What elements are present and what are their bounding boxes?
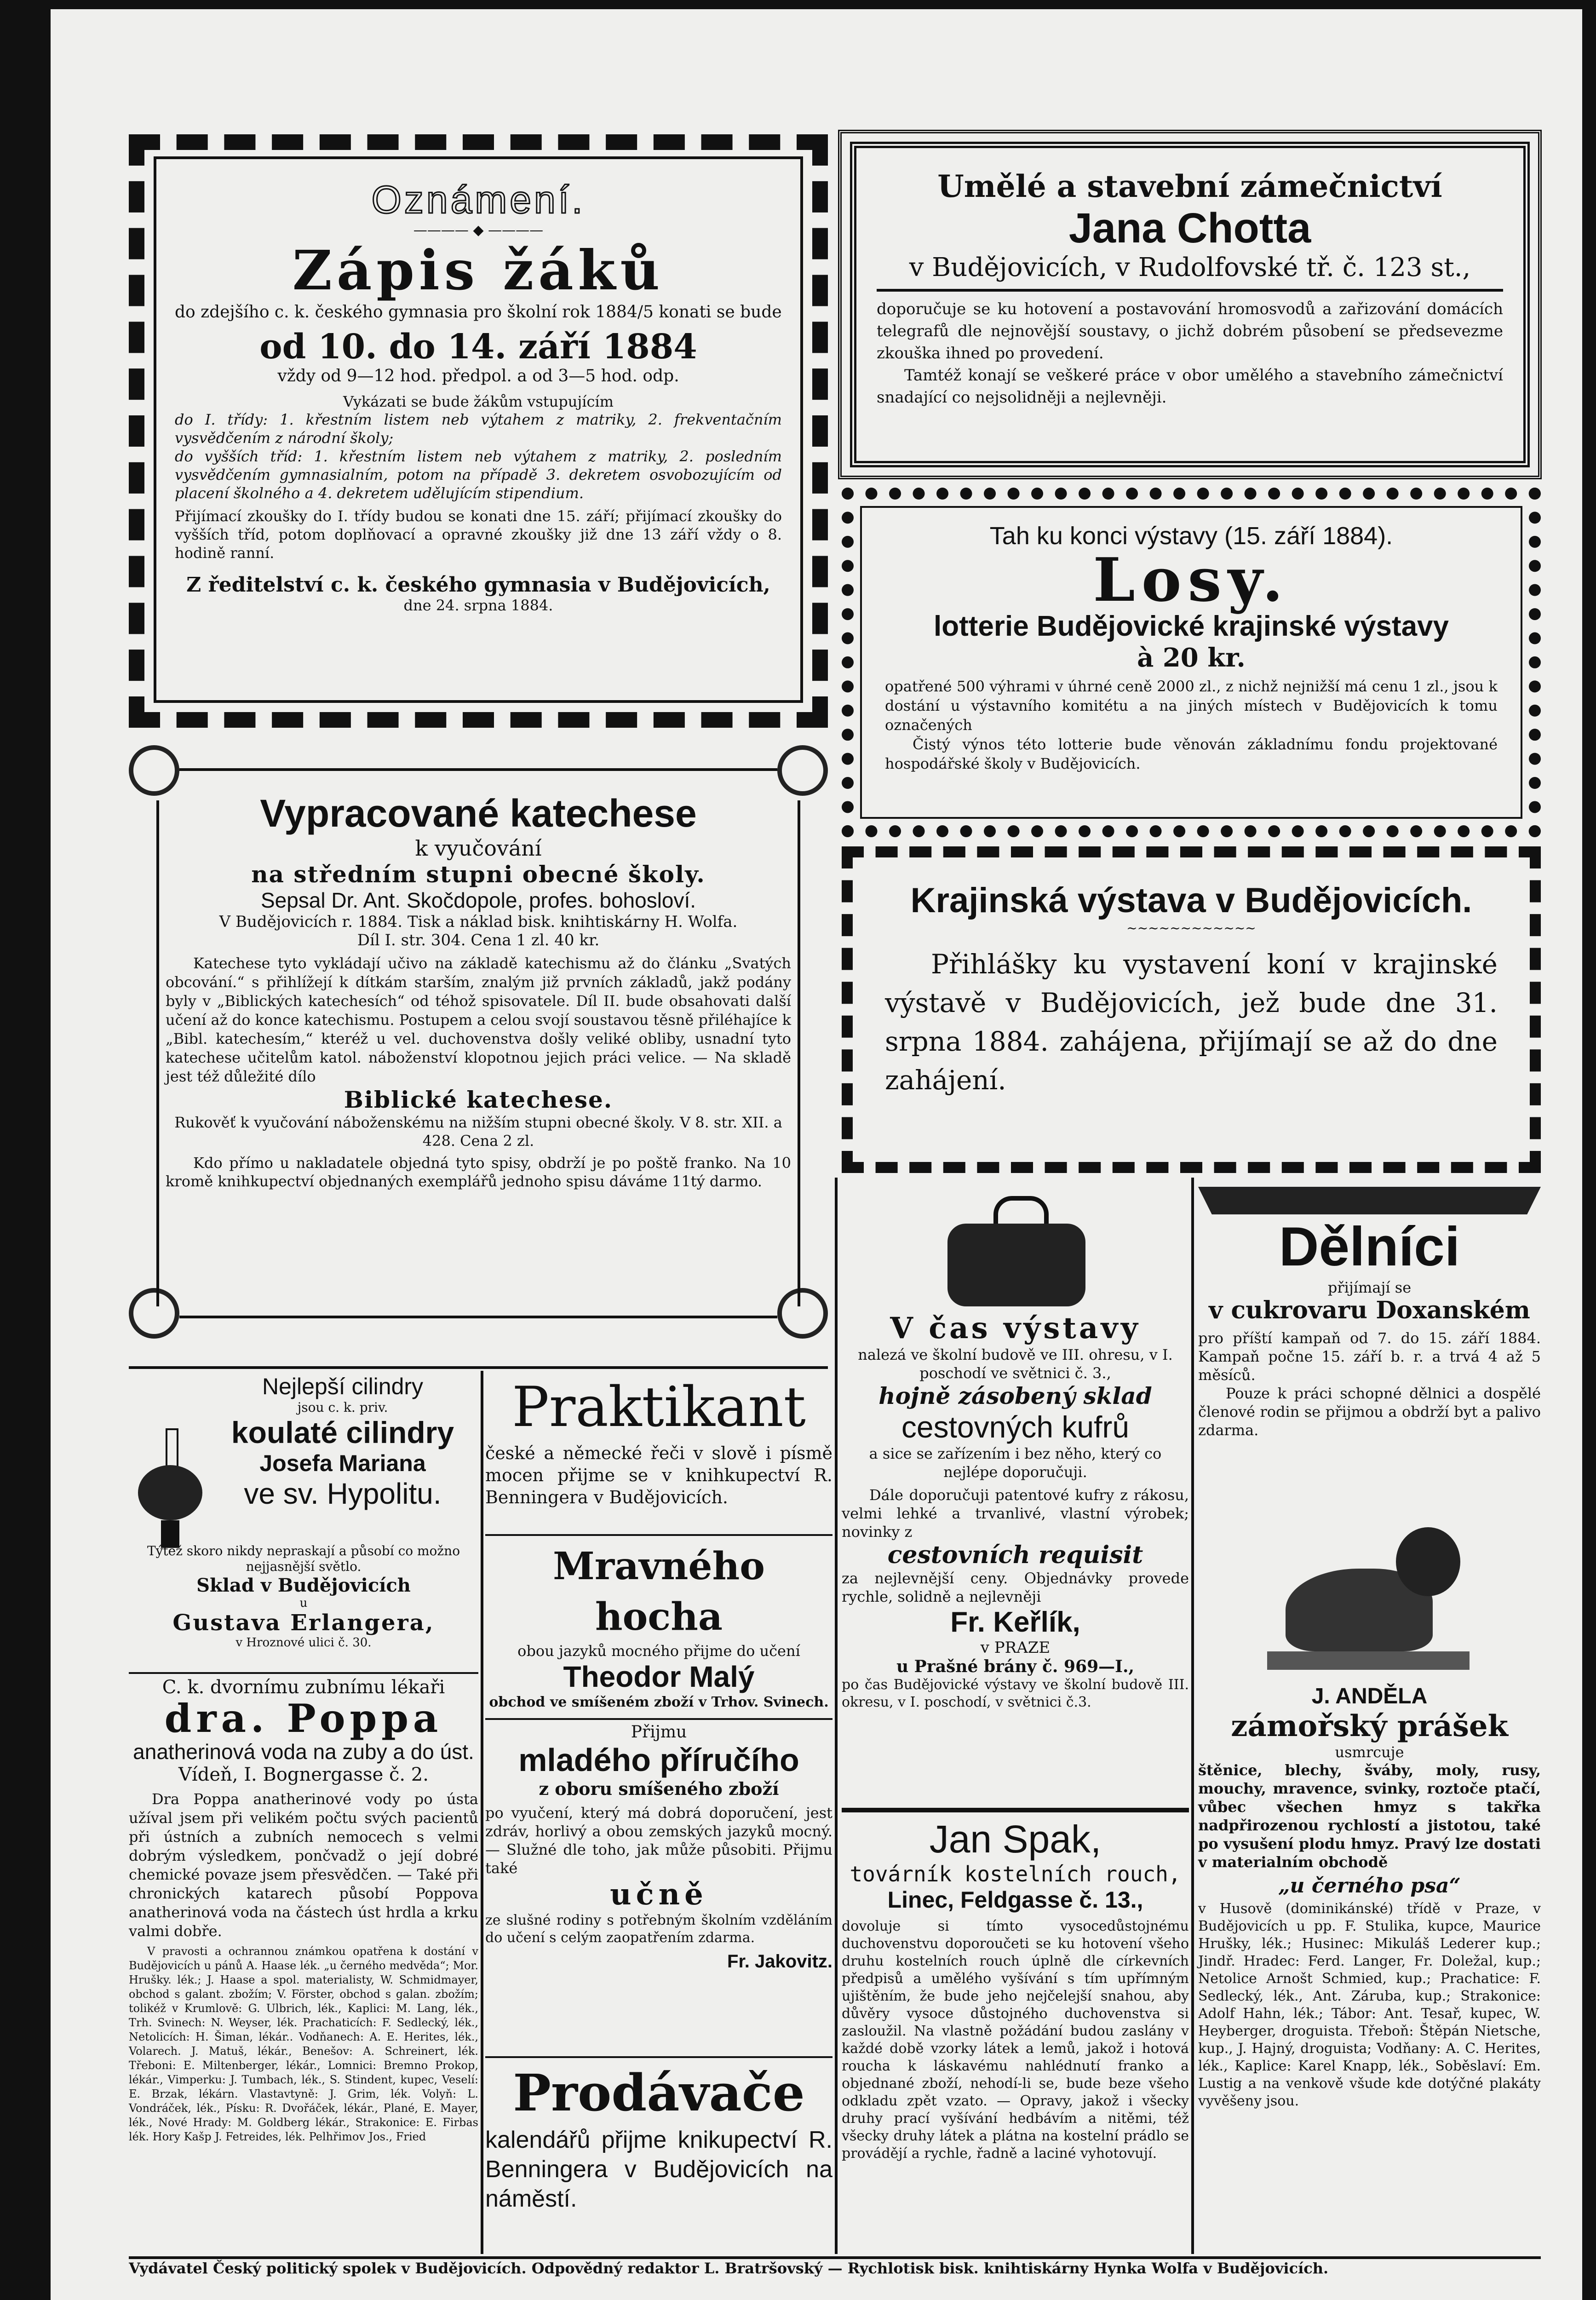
cilindry-l9: Gustava Erlangera, — [172, 1610, 435, 1636]
prasek-text: štěnice, blechy, šváby, moly, rusy, mouchy, mravence, svinky, roztoče ptačí, vůbec všechen hmyz s takřka nadpřirozenou rychlostí a jistotou, také po vysušení plodu hmyz. Pravý lze dostati v materialním obchodě — [1198, 1761, 1541, 1871]
spak-sub: továrník kostelních rouch, — [850, 1862, 1181, 1886]
delnici-text2: Pouze k práci schopné dělnici a dospělé členové rodin se přijmou a obdrží byt a palivo zdarma. — [1198, 1385, 1541, 1439]
kufry-addr2: u Prašné brány č. 969—I., — [896, 1657, 1135, 1676]
katechese-ad — [129, 745, 828, 1357]
rule — [129, 2256, 1541, 2259]
column-rule — [835, 1178, 838, 2254]
prasek-text2: v Husově (dominikánské) třídě v Praze, v Budějovicích u pp. F. Stulika, kupce, Maurice Hrušky, lék.; Husinec: Mikuláš Lederer kup.; Jindř. Hradec: Ferd. Langer, Fr. Doležal, kup.; Netolice Arnošt Schmied, kup.; Prachatice: F. Sedlecký, lék., Ant. Záruba, kup.; Strakonice: Adolf Hahn, lék.; Tábor: Ant. Tesař, kupec, W. Heyberger, droguista. Třeboň: Štěpán Nietsche, kup., J. Hajný, droguista; Vodňany: A. C. Herites, lék., Kaplice: Karel Knapp, lék., Soběslaví: Em. Lustig a na venkově všude kde dotýčné plakáty vyvěšeny jsou. — [1198, 1901, 1541, 2109]
oznameni-p3: do vyšších tříd: 1. křestním listem neb výtahem z matriky, 2. posledním vysvědčením gymnasialním, potom na případě 3. dekretem osvobozujícím od placení školného a 4. dekretem udělujícím stipendium. — [175, 448, 782, 502]
oznameni-p2: do I. třídy: 1. křestním listem neb výtahem z matriky, 2. frekventačním vysvědčením z národní školy; — [175, 411, 782, 447]
hoch-name: Theodor Malý — [563, 1660, 755, 1693]
oznameni-hours: vždy od 9—12 hod. předpol. a od 3—5 hod. odp. — [277, 367, 679, 385]
rule — [485, 2056, 832, 2058]
cilindry-l1: Nejlepší cilindry — [262, 1374, 424, 1399]
kufry-sub2: cestovných kufrů — [901, 1410, 1130, 1444]
katechese-title2: Biblické katechese. — [344, 1086, 613, 1113]
popp-ad — [129, 1677, 478, 2256]
prasek-title: zámořský prášek — [1231, 1709, 1508, 1743]
prirucni-sig: Fr. Jakovitz. — [727, 1951, 832, 1972]
divider-ornament: ———— ◆ ———— — [413, 222, 544, 238]
katechese-author: Sepsal Dr. Ant. Skočdopole, profes. bohosloví. — [260, 888, 696, 912]
katechese-text2: Rukověť k vyučování náboženskému na nižším stupni obecné školy. V 8. str. XII. a 428. Cena 2 zl. — [174, 1114, 782, 1150]
oznameni-date: dne 24. srpna 1884. — [403, 597, 553, 614]
kufry-ad — [842, 1187, 1189, 1776]
losy-title: Losy. — [1093, 545, 1290, 615]
cilindry-l7: Sklad v Budějovicích — [196, 1575, 411, 1596]
kufry-text5: po čas Budějovické výstavy ve školní budově III. okresu, v I. poschodí, v světnici č.3. — [842, 1677, 1189, 1710]
katechese-text3: Kdo přímo u nakladatele objedná tyto spisy, obdrží je po poště franko. Na 10 kromě knihkupectví objednaných exemplářů jednoho spisu dáváme 11tý darmo. — [166, 1154, 791, 1190]
cilindry-l8: u — [299, 1596, 308, 1610]
suitcase-icon — [947, 1196, 1085, 1306]
praktikant-title: Praktikant — [512, 1375, 806, 1439]
prodavace-ad — [485, 2061, 832, 2245]
zamecnictvi-text2: Tamtéž konají se veškeré práce v obor umělého a stavebního zámečnictví snadající co nejsolidněji a nejlevněji. — [877, 366, 1503, 407]
popp-text2: V pravosti a ochrannou známkou opatřena k dostání v Budějovicích u pánů A. Haase lék. „u černého medvěda“; Mor. Hrušky. lék.; J. Haase a spol. materialisty, W. Schmidmayer, obchod s galant. zbožím; V. Förster, obchod s galan. zbožím; tolikéž v Krumlově: G. Ulbrich, lék., Kaplici: M. Lang, lék., Trh. Svinech: N. Weyser, lék. Prachaticích: F. Sedlecký, lék., Netolicích: H. Šiman, lékár.. Vodňanech: A. E. Herites, lék., Volarech. J. Matuš, lékár., Benešov: A. Schreinert, lék. Třeboni: E. Miltenberger, lékár., Lomnici: Bremno Prokop, lékár., Vimperku: J. Tumbach, lék., S. Stindent, kupec, Veselí: E. Brzak, lékárn. Vlastavtyně: J. Grim, lék. Volyň: L. Vondráček, lék., Písku: R. Dvořáček, lékár., Plané, E. Mayer, lék., Nové Hrady: M. Goldberg lékár., Strakonice: E. Firbas lék. Hory Kašp J. Fetreides, lék. Pelhřimov Jos., Fried — [129, 1945, 478, 2143]
popp-text: Dra Poppa anatherinové vody po ústa užíval jsem při velikém počtu svých pacientů při ústních a zubních nemocech s velmi dobrým výsledkem, pončvadž o její dobré chemické povaze jsem přesvědčen. — Také při chronických katarech působí Poppova anatherinová voda na částech úst hrdla a krku valmi dobře. — [129, 1790, 478, 1940]
prirucni-text: po vyučení, který má dobrá doporučení, jest zdráv, horlivý a obou zemských jazyků mocný. — Služné dle toho, jak může působiti. Přijmu také — [485, 1804, 832, 1877]
kufry-sub1: hojně zásobený sklad — [878, 1382, 1152, 1409]
spak-ad — [842, 1817, 1189, 2249]
kufry-addr1: v PRAZE — [980, 1639, 1051, 1657]
oznameni-p4: Přijímací zkoušky do I. třídy budou se konati dne 15. září; přijímací zkoušky do vyšších tříd, potom doplňovací a opravné zkoušky již dne 13 září vždy o 8. hodině ranní. — [175, 507, 782, 562]
losy-subtitle: lotterie Budějovické krajinské výstavy — [933, 610, 1449, 642]
losy-text2: Čistý výnos této lotterie bude věnován základnímu fondu projektované hospodářské školy v Budějovicích. — [885, 736, 1498, 772]
prasek-ad — [1198, 1495, 1541, 2249]
zamecnictvi-title1: Umělé a stavební zámečnictví — [937, 168, 1442, 204]
prirucni-title2: učně — [610, 1877, 708, 1912]
oznameni-line1: do zdejšího c. k. českého gymnasia pro školní rok 1884/5 konati se bude — [175, 303, 782, 322]
vystava-text: Přihlášky ku vystavení koní v krajinské výstavě v Budějovicích, jež bude dne 31. srpna 1884. zahájena, přijímají se až do dne zahájení. — [885, 949, 1498, 1096]
cilindry-l5: ve sv. Hypolitu. — [244, 1477, 442, 1510]
praktikant-ad — [485, 1373, 832, 1530]
column-rule — [481, 1371, 483, 2254]
katechese-text: Katechese tyto vykládají učivo na základě katechismu až do článku „Svatých obcování.“ s přihlížejí k dítkám starším, znalým již prvních základů, jakž podány byly v „Biblických katechesích“ od téhož spisovatele. Díl II. bude obsahovati další učení až do konce katechismu. Postupem a celou svojí soustavou těsně přiléhajíce k „Bibl. katechesím,“ kteréž u vel. duchovenstva došly veliké obliby, usnadní tyto katechese učitelům katol. náboženství klopotnou jejich práci velice. — Na skladě jest též důležité dílo — [166, 954, 791, 1085]
prirucni-l3: z oboru smíšeného zboží — [539, 1778, 779, 1799]
vystava-ad — [842, 846, 1541, 1173]
oznameni-header: Oznámení. — [371, 178, 586, 221]
zamecnictvi-text1: doporučuje se ku hotovení a postavování hromosvodů a zařizování domácích telegrafů dle nejnovější soustavy, o jichž dobrém působení se předsevezme zkouška ihned po provedení. — [877, 300, 1503, 362]
delnici-ad — [1198, 1187, 1541, 1481]
cilindry-l2: jsou c. k. priv. — [297, 1400, 388, 1415]
popp-l4: Vídeň, I. Bognergasse č. 2. — [178, 1764, 429, 1785]
delnici-title: Dělníci — [1279, 1216, 1460, 1277]
cilindry-l10: v Hroznové ulici č. 30. — [235, 1636, 372, 1650]
katechese-sub2: na středním stupni obecné školy. — [251, 861, 706, 888]
prirucni-text2: ze slušné rodiny s potřebným školním vzděláním do učení s celým zaopatřením zdarma. — [485, 1912, 832, 1946]
banner-bar — [1198, 1187, 1541, 1214]
hoch-text2: obchod ve smíšeném zboží v Trhov. Svinech. — [489, 1694, 829, 1710]
delnici-l2: v cukrovaru Doxanském — [1209, 1296, 1530, 1324]
rule — [129, 1366, 828, 1369]
hoch-text: obou jazyků mocného přijme do učení — [517, 1642, 800, 1660]
cilindry-l4: Josefa Mariana — [259, 1450, 426, 1476]
delnici-l1: přijímají se — [1327, 1279, 1412, 1296]
katechese-pub2: Díl I. str. 304. Cena 1 zl. 40 kr. — [357, 931, 600, 949]
losy-line1: Tah ku konci výstavy (15. září 1884). — [989, 522, 1393, 550]
oznameni-title: Zápis žáků — [292, 238, 665, 302]
vystava-title: Krajinská výstava v Budějovicích. — [910, 881, 1472, 920]
rule — [129, 1672, 478, 1674]
zamecnictvi-ad — [838, 130, 1542, 479]
losy-ad — [842, 488, 1541, 837]
hoch-title: Mravného hocha — [553, 1544, 765, 1639]
praktikant-text: české a německé řeči v slově i písmě mocen přijme se v knihkupectví R. Benningera v Budějovicích. — [485, 1443, 832, 1507]
oznameni-signature: Z ředitelství c. k. českého gymnasia v Budějovicích, — [186, 573, 770, 597]
katechese-title: Vypracované katechese — [260, 792, 697, 835]
rule — [485, 1534, 832, 1536]
ornament-corner — [777, 1288, 828, 1339]
dog-illustration — [1267, 1513, 1470, 1679]
zamecnictvi-address: v Budějovicích, v Rudolfovské tř. č. 123 st., — [909, 253, 1471, 282]
losy-price: à 20 kr. — [1137, 643, 1246, 673]
popp-l2: dra. Poppa — [164, 1696, 443, 1741]
prasek-sub: „u černého psa“ — [1278, 1874, 1461, 1898]
kufry-text2: a sice se zařízením i bez něho, který co nejlépe doporučuji. — [869, 1445, 1162, 1481]
zamecnictvi-title2: Jana Chotta — [1068, 205, 1311, 252]
rule — [877, 289, 1503, 292]
rule — [842, 1808, 1189, 1812]
lamp-icon — [138, 1428, 207, 1548]
prirucni-l1: Přijmu — [631, 1723, 687, 1742]
kufry-name: Fr. Keřlík, — [950, 1606, 1080, 1638]
oznameni-dates: od 10. do 14. září 1884 — [259, 327, 697, 367]
kufry-sub3: cestovních requisit — [887, 1541, 1143, 1569]
prasek-l1: usmrcuje — [1335, 1743, 1404, 1761]
prasek-name: J. ANDĚLA — [1311, 1684, 1428, 1708]
oznameni-p1: Vykázati se bude žákům vstupujícím — [343, 393, 614, 410]
spak-addr: Linec, Feldgasse č. 13., — [887, 1887, 1143, 1913]
kufry-text3: Dále doporučuji patentové kufry z rákosu, velmi lehké a trvanlivé, vlastní výrobek; novinky z — [842, 1486, 1189, 1541]
oznameni-ad — [129, 134, 828, 728]
popp-l3: anatherinová voda na zuby a do úst. — [133, 1740, 474, 1764]
spak-text: dovoluje si tímto vysocedůstojnému duchovenstvu doporoučeti se ku hotovení všeho druhu kostelních rouch úplně dle církevních předpisů a umělého vyšívání s tím upřímným ujištěním, že bude jeho nejčelejší snahou, aby důvěry vysoce důstojného duchovenstva si zasloužil. Na vlastně požádání budou zaslány v každé době vzorky látek a lemů, jakož i hotová roucha k láskavému nahlédnutí franko a objednané zboží, nehodí-li se, bude beze všeho odkladu zpět vzato. — Opravy, jakož i všecky druhy prací vyšívání hedbávím a nitěmi, též všecky druhy látek a plátna na kostelní prádlo se provádějí a rychle, řadně a laciné vyhotovují. — [842, 1918, 1189, 2162]
footer-line: Vydávatel Český politický spolek v Budějovicích. Odpovědný redaktor L. Bratršovský — Rychlotisk bisk. knihtiskárny Hynka Wolfa v Budějovicích. — [129, 2260, 1329, 2277]
losy-text1: opatřené 500 výhrami v úhrné ceně 2000 zl., z nichž nejnižší má cenu 1 zl., jsou k dostání u výstavního komitétu a na jiných místech v Budějovicích k tomu označených — [885, 678, 1498, 734]
prirucni-l2: mladého příručího — [518, 1742, 799, 1778]
prodavace-title: Prodávače — [513, 2063, 805, 2122]
ornament-corner — [777, 745, 828, 796]
delnici-text: pro příští kampaň od 7. do 15. září 1884. Kampaň počne 15. září b. r. a trvá 4 až 5 měsíců. — [1198, 1329, 1541, 1384]
katechese-sub1: k vyučování — [415, 836, 542, 861]
prodavace-text: kalendářů přijme knikupectví R. Benningera v Budějovicích na náměstí. — [485, 2127, 832, 2212]
kufry-title: V čas výstavy — [890, 1311, 1141, 1346]
cilindry-l6: Týtéž skoro nikdy nepraskají a působí co možno nejjasnější světlo. — [147, 1543, 460, 1574]
ornament-corner — [129, 1288, 179, 1339]
kufry-text1: nalezá ve školní budově ve III. ohresu, v I. poschodí ve světnici č. 3., — [858, 1346, 1173, 1382]
hoch-ad — [485, 1541, 832, 1716]
prirucni-ad — [485, 1723, 832, 2054]
column-rule — [1191, 1178, 1194, 2254]
cilindry-ad — [129, 1373, 478, 1672]
divider-ornament: ~~~~~~~~~~~~ — [1126, 920, 1256, 936]
kufry-text4: za nejlevnější ceny. Objednávky provede rychle, solidně a nejlevněji — [842, 1570, 1189, 1605]
ornament-corner — [129, 745, 179, 796]
spak-title: Jan Spak, — [929, 1817, 1102, 1861]
katechese-pub1: V Budějovicích r. 1884. Tisk a náklad bisk. knihtiskárny H. Wolfa. — [219, 913, 738, 931]
rule — [485, 1718, 832, 1720]
cilindry-l3: koulaté cilindry — [231, 1415, 454, 1449]
popp-l1: C. k. dvornímu zubnímu lékaři — [162, 1677, 445, 1698]
